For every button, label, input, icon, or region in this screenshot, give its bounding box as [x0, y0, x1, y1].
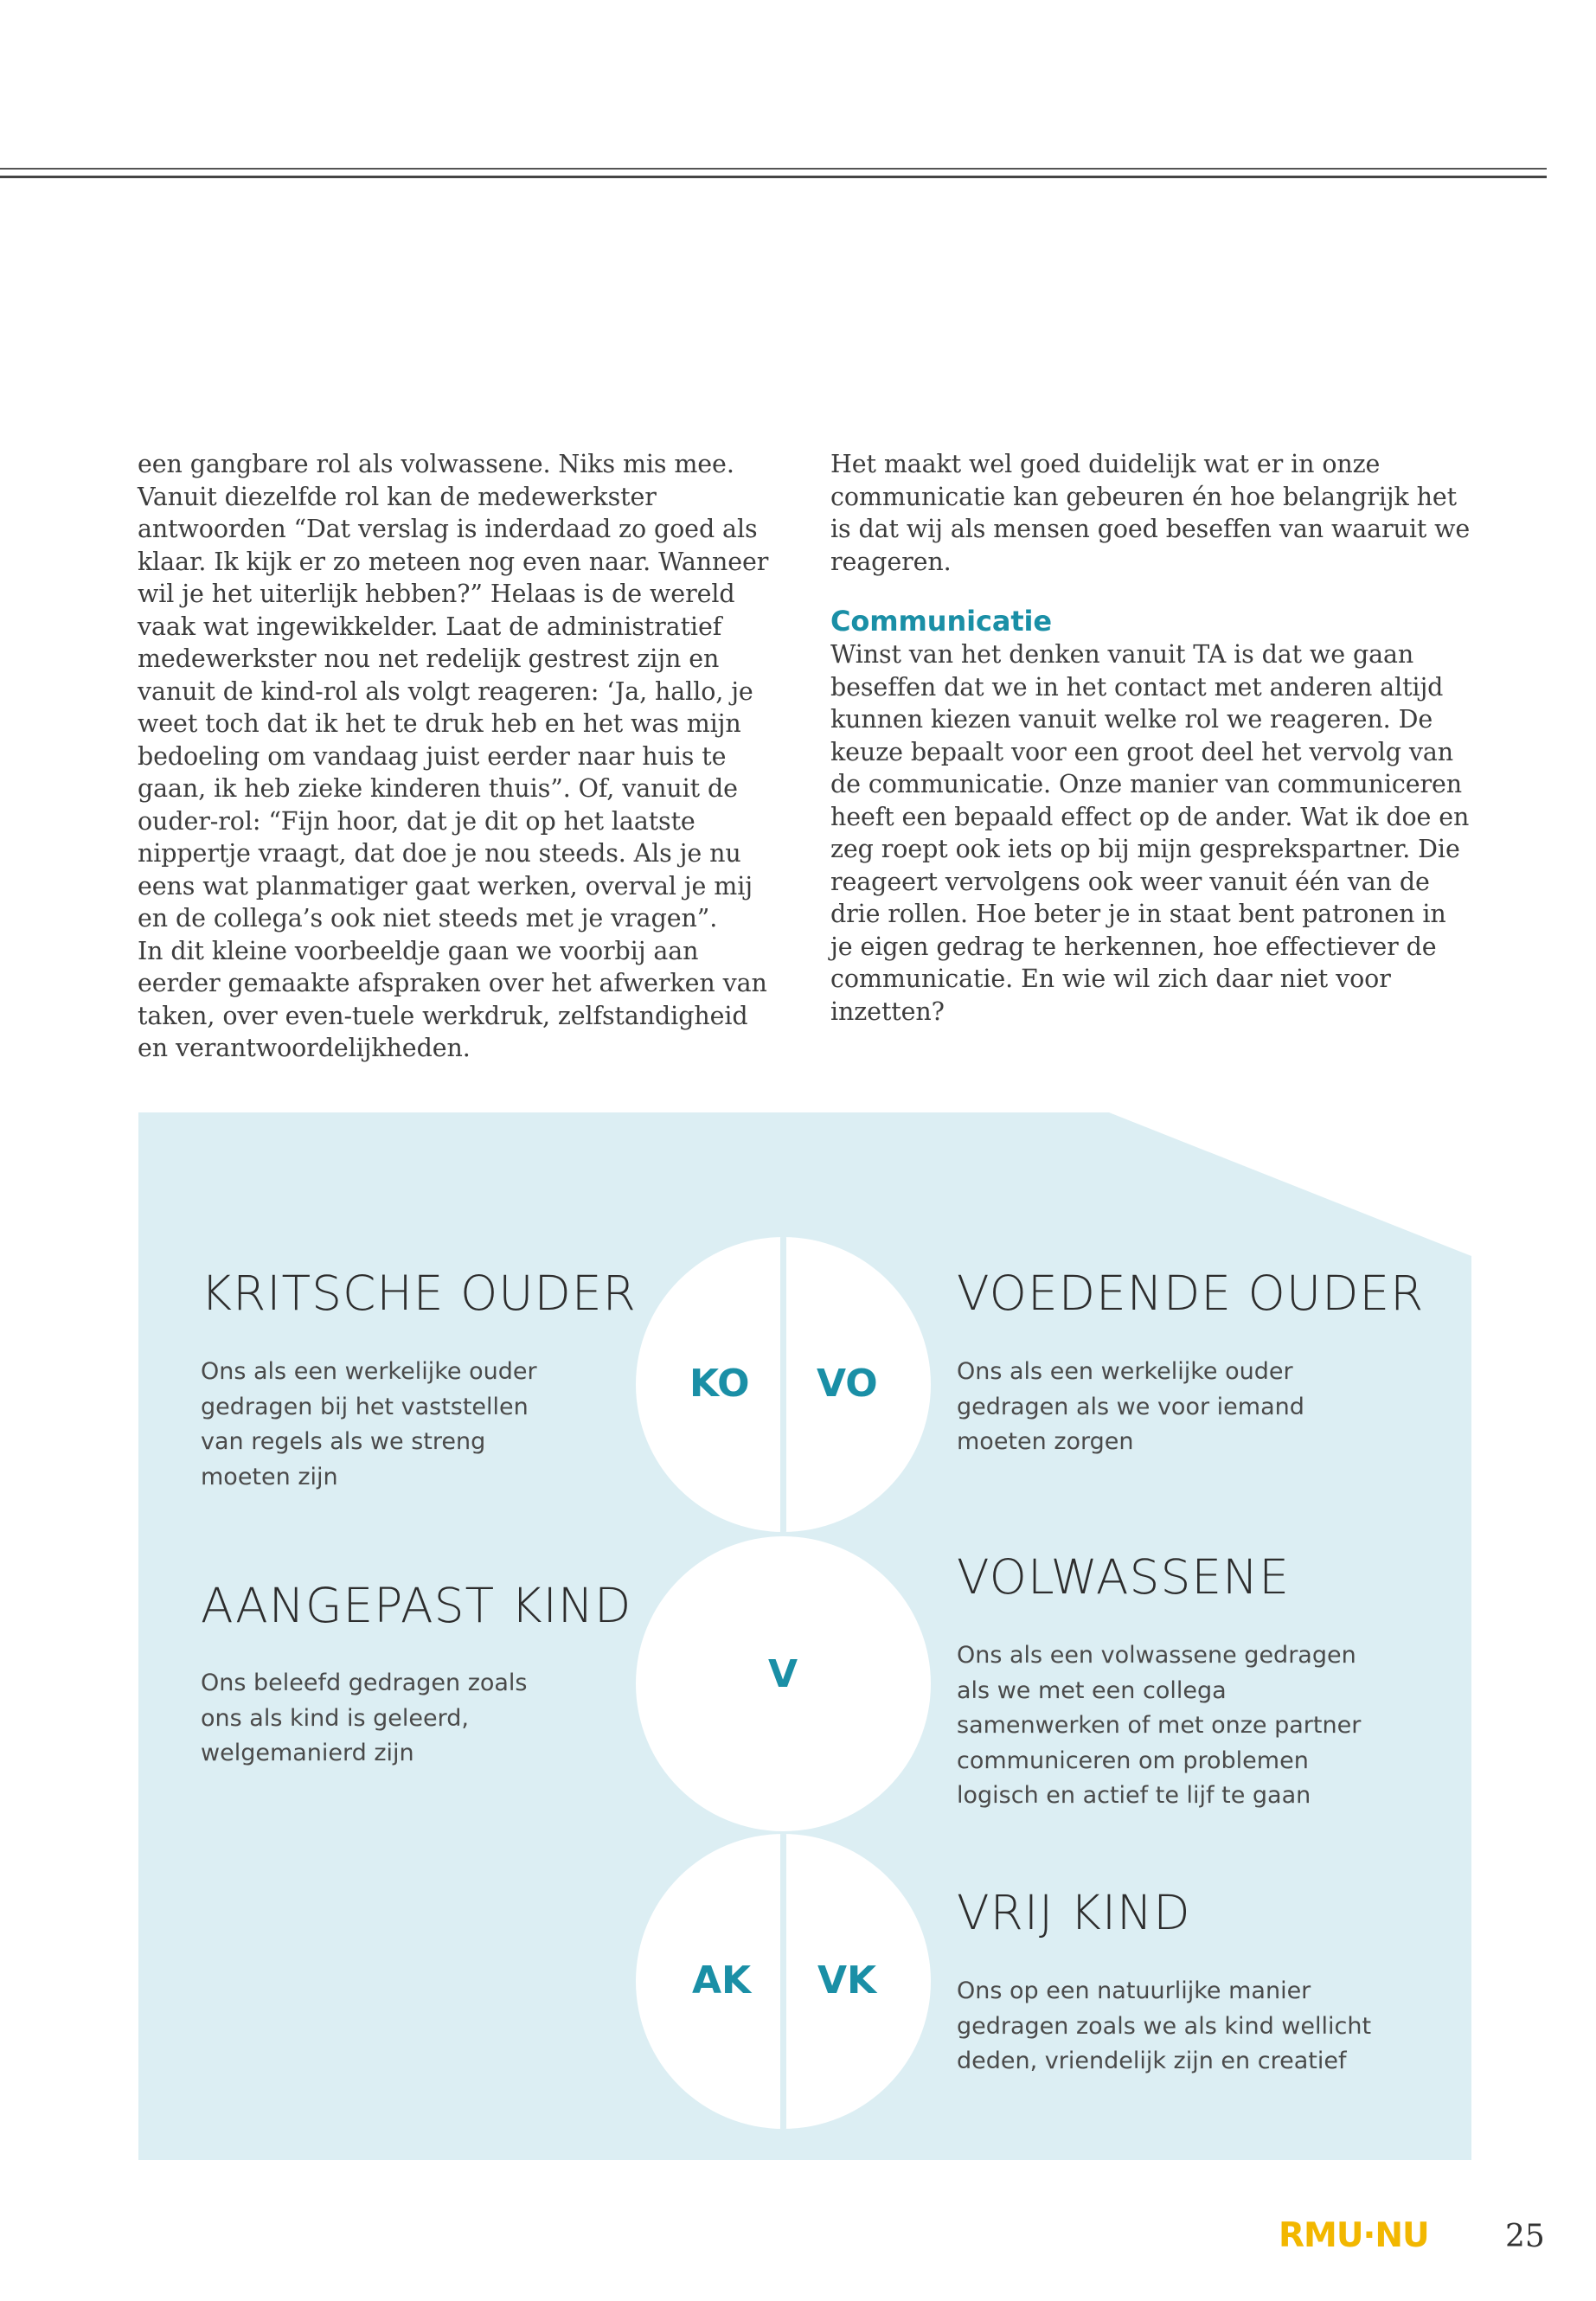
abbr-ak: AK [692, 1958, 752, 2003]
section-heading: Communicatie [830, 605, 1053, 638]
paragraph: In dit kleine voorbeeldje gaan we voorbij aan eerder gemaakte afspraken over het afwerken van taken, over even-tuele werkdruk, zelfstandigheid en verantwoordelijkheden. [138, 936, 767, 1062]
role-desc-ko: Ons als een werkelijke ouder gedragen bij het vaststellen van regels als we streng moeten zijn [201, 1358, 537, 1490]
paragraph: een gangbare rol als volwassene. Niks mis mee. Vanuit diezelfde rol kan de medewerkster antwoorden “Dat verslag is inderdaad zo goed als klaar. Ik kijk er zo meteen nog even naar. Wanneer wil je het uiterlijk hebben?” Helaas is de wereld vaak wat ingewikkelder. Laat de administratief medewerkster nou net redelijk gestrest zijn en vanuit de kind-rol als volgt reageren: ‘Ja, hallo, je weet toch dat ik het te druk heb en het was mijn bedoeling om vandaag juist eerder naar huis te gaan, ik heb zieke kinderen thuis”. Of, vanuit de ouder-rol: “Fijn hoor, dat je dit op het laatste nippertje vraagt, dat doe je nou steeds. Als je nu eens wat planmatiger gaat werken, overval je mij en de collega’s ook niet steeds met je vragen”. [138, 450, 769, 933]
role-title-ko: KRITSCHE OUDER [201, 1266, 637, 1321]
header-rule-thick [0, 176, 1547, 178]
role-desc-ak: Ons beleefd gedragen zoals ons als kind is geleerd, welgemanierd zijn [201, 1670, 528, 1766]
circle-divider [780, 1237, 786, 1532]
kind-circle [636, 1834, 931, 2129]
page-number: 25 [1505, 2219, 1545, 2254]
role-title-vo: VOEDENDE OUDER [957, 1266, 1425, 1321]
role-title-v: VOLWASSENE [957, 1549, 1291, 1605]
paragraph: Winst van het denken vanuit TA is dat we gaan beseffen dat we in het contact met anderen altijd kunnen kiezen vanuit welke rol we reageren. De keuze bepaalt voor een groot deel het vervolg van de communicatie. Onze manier van communiceren heeft een bepaald effect op de ander. Wat ik doe en zeg roept ook iets op bij mijn gesprekspartner. Die reageert vervolgens ook weer vanuit één van de drie rollen. Hoe beter je in staat bent patronen in je eigen gedrag te herkennen, hoe effectiever de communicatie. En wie wil zich daar niet voor inzetten? [830, 640, 1470, 1026]
role-title-ak: AANGEPAST KIND [201, 1578, 632, 1633]
header-rule-thin [0, 168, 1547, 170]
role-desc-vk: Ons op een natuurlijke manier gedragen zoals we als kind wellicht deden, vriendelijk zijn en creatief [957, 1977, 1372, 2074]
paragraph: Het maakt wel goed duidelijk wat er in onze communicatie kan gebeuren én hoe belangrijk het is dat wij als mensen goed beseffen van waaruit we reageren. [830, 450, 1471, 576]
article-left-column [138, 448, 778, 1065]
abbr-v: V [768, 1652, 798, 1696]
ouder-circle [636, 1237, 931, 1532]
abbr-ko: KO [689, 1362, 750, 1406]
role-desc-vo: Ons als een werkelijke ouder gedragen als we voor iemand moeten zorgen [957, 1358, 1304, 1455]
abbr-vk: VK [817, 1958, 877, 2003]
abbr-vo: VO [817, 1362, 878, 1406]
article-right-column [830, 448, 1472, 1028]
circle-divider [780, 1834, 786, 2129]
rmu-nu-logo: RMU·NU [1279, 2216, 1429, 2255]
role-title-vk: VRIJ KIND [957, 1885, 1191, 1940]
role-desc-v: Ons als een volwassene gedragen als we met een collega samenwerken of met onze partner communiceren om problemen logisch en actief te lijf te gaan [957, 1642, 1362, 1809]
